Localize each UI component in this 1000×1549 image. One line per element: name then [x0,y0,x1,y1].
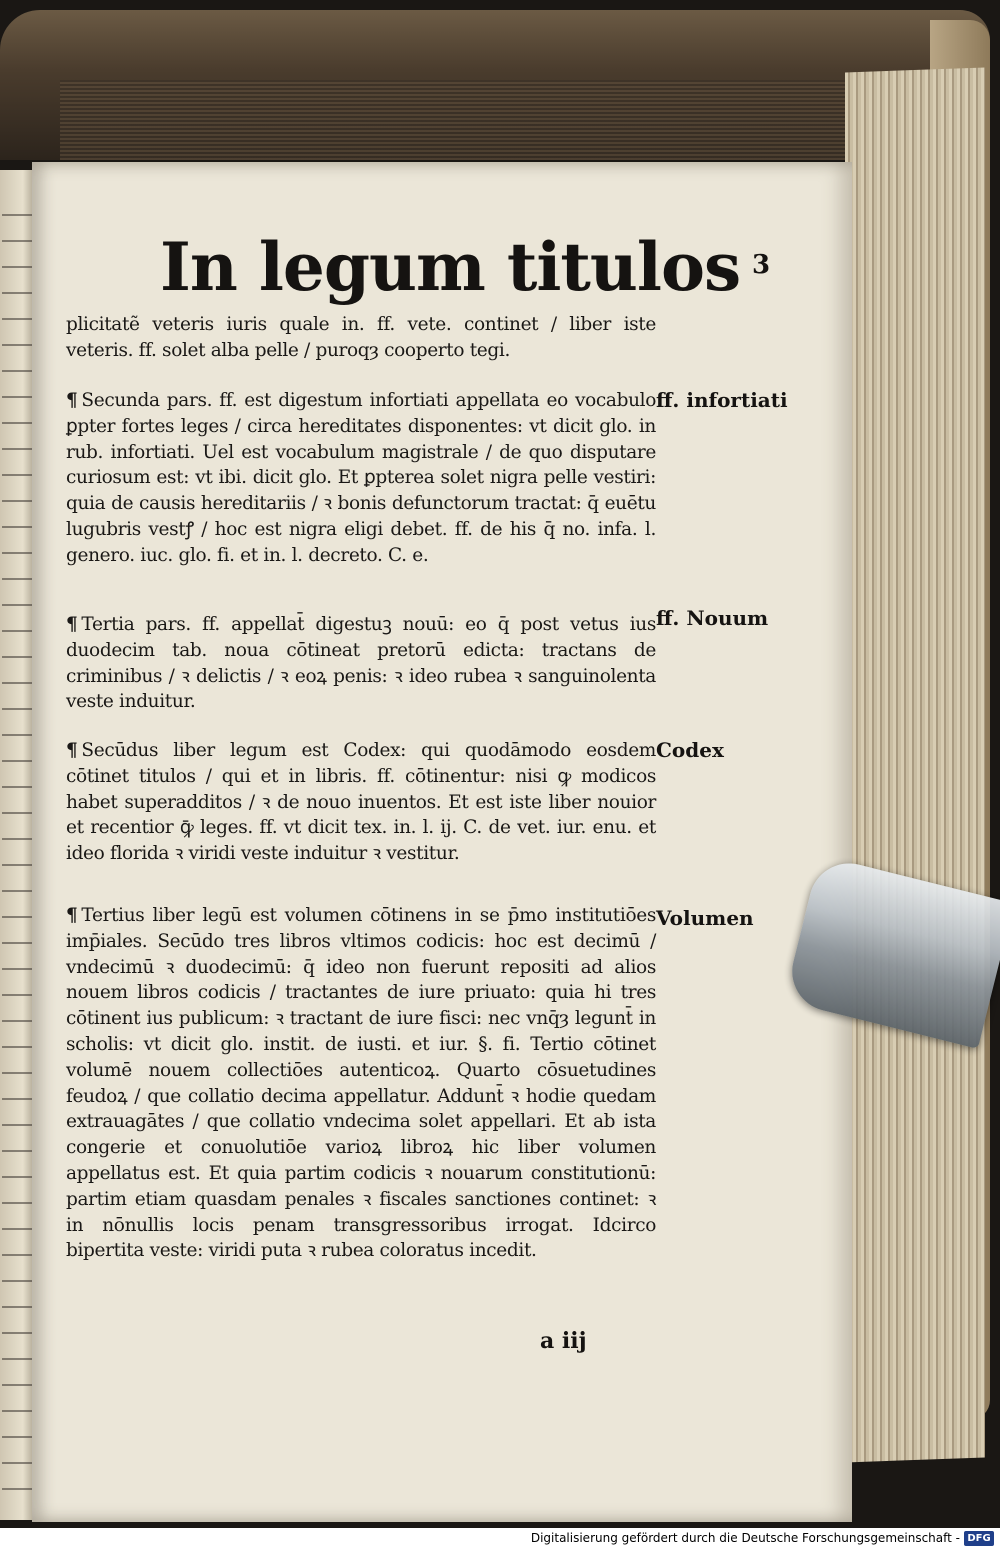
marginal-note-infortiati: ff. infortiati [656,388,788,412]
marginal-note-nouum: ff. Nouum [656,606,769,630]
pilcrow-icon: ¶ [66,740,78,761]
paragraph-1-text: Secunda pars. ff. est digestum infortiati appellata eo vocabulo ꝑpter fortes leges / circa hereditates disponentes: vt dicit glo. in rub. infortiati. Uel est vocabulum magistrale / de quo disputare curiosum est: vt ibi. dicit glo. Et ꝑpterea solet nigra pelle vestiri: quia de causis hereditariis / ꝛ bonis defunctorum tractat: q̄ euētu lugubris vestꝭ / hoc est nigra eligi debet. ff. de his q̄ no. infa. l. genero. iuc. glo. fi. et in. l. decreto. C. e. [66,390,656,566]
signature-mark: a iij [540,1328,587,1354]
dfg-logo: DFG [964,1531,994,1546]
paragraph-4 [66,903,656,1264]
paragraph-2 [66,612,656,715]
paragraph-0-text: plicitatẽ veteris iuris quale in. ff. vete. continet / liber iste veteris. ff. solet alba pelle / puroqȝ cooperto tegi. [66,314,656,361]
paragraph-0 [66,312,656,364]
footer-bar [0,1528,1000,1549]
book-top-edge [0,10,990,160]
left-page-text-traces [2,200,32,1500]
paragraph-2-text: Tertia pars. ff. appellat̄ digestuꝫ nouū: eo q̄ post vetus ius duodecim tab. noua cōtineat pretorū edicta: tractans de criminibus / ꝛ delictis / ꝛ eoꝝ penis: ꝛ ideo rubea ꝛ sanguinolenta veste induitur. [66,614,656,713]
marginal-note-codex: Codex [656,738,724,762]
paragraph-3-text: Secūdus liber legum est Codex: qui quodāmodo eosdem cōtinet titulos / qui et in libris. ff. cōtinentur: nisi ꝙ modicos habet superadditos / ꝛ de nouo inuentos. Et est iste liber nouior et recentior ꝙ̄ leges. ff. vt dicit tex. in. l. ij. C. de vet. iur. enu. et ideo florida ꝛ viridi veste induitur ꝛ vestitur. [66,740,656,865]
page-title: In legum titulos [160,228,741,306]
fore-edge [845,68,985,1463]
marginal-note-volumen: Volumen [656,906,754,930]
page-edges [60,80,950,160]
paragraph-4-text: Tertius liber legū est volumen cōtinens in se p̄mo institutiōes imp̄iales. Secūdo tres libros vltimos codicis: hoc est decimū / vndecimū ꝛ duodecimū: q̄ ideo non fuerunt repositi ad alios nouem libros codicis / tractantes de iure priuato: quia hi tres cōtinent ius publicum: ꝛ tractant de iure fisci: nec vnq̄ȝ legunt̄ in scholis: vt dicit glo. instit. de iusti. et iur. §. fi. Tertio cōtinet volumē nouem collectiōes autenticoꝝ. Quarto cōsuetudines feudoꝝ / que collatio decima appellatur. Addunt̄ ꝛ hodie quedam extrauagātes / que collatio vndecima solet appellari. Et ab ista congerie et conuolutiōe varioꝝ libroꝝ hic liber volumen appellatus est. Et quia partim codicis ꝛ nouarum constitutionū: partim etiam quasdam penales ꝛ fiscales sanctiones continet: ꝛ in nōnullis locis penam transgressoribus irrogat. Idcirco bipertita veste: viridi puta ꝛ rubea coloratus incedit. [66,905,656,1262]
pilcrow-icon: ¶ [66,390,78,411]
paragraph-3 [66,738,656,867]
pilcrow-icon: ¶ [66,905,78,926]
folio-number: 3 [752,250,771,280]
footer-credit: Digitalisierung gefördert durch die Deutsche Forschungsgemeinschaft - [530,1531,960,1545]
pilcrow-icon: ¶ [66,614,78,635]
paragraph-1 [66,388,656,569]
